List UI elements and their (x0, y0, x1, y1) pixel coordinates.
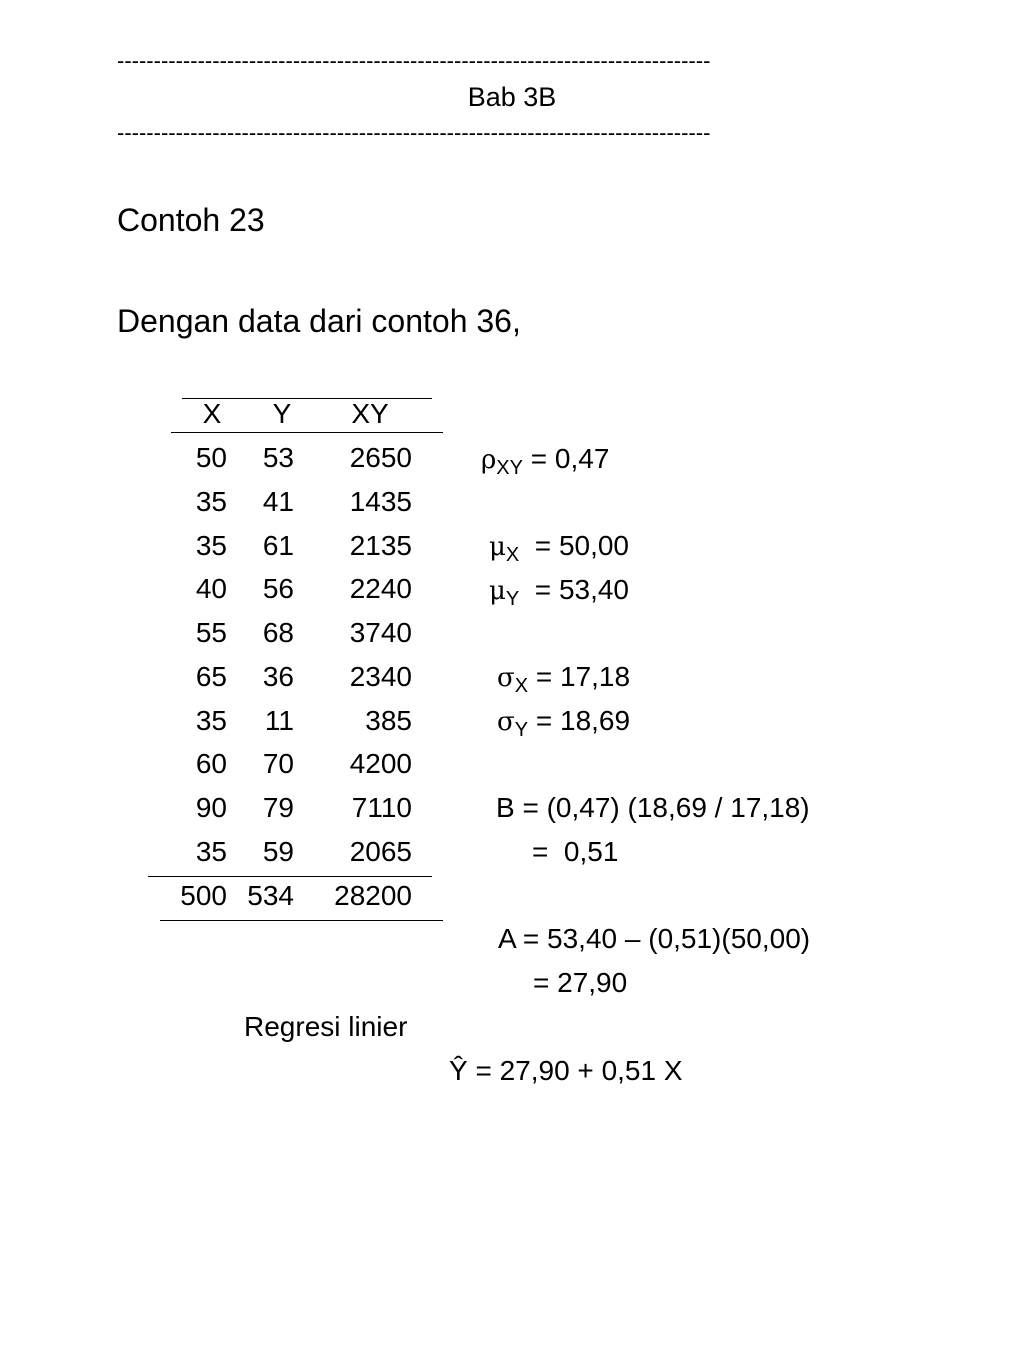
header-bottom-rule (171, 432, 443, 433)
intro-text: Dengan data dari contoh 36, (117, 303, 521, 339)
cell-y: 79 (262, 792, 294, 823)
sigma-symbol: σ (497, 707, 515, 737)
bottom-dash-rule: --------------------------------------------------------------------------------- (117, 122, 711, 144)
cell-y: 11 (264, 705, 294, 736)
mu-symbol: μ (489, 532, 506, 562)
cell-x: 60 (195, 748, 227, 779)
mean-y-stat (489, 574, 629, 615)
rho-symbol: ρ (481, 445, 497, 475)
cell-y: 70 (262, 748, 294, 779)
totals-top-rule (148, 876, 432, 877)
total-x: 500 (180, 880, 227, 911)
mu-y-subscript: Y (505, 588, 520, 610)
cell-xy: 2065 (349, 836, 412, 867)
cell-xy: 385 (365, 705, 412, 736)
chapter-title: Bab 3B (467, 82, 557, 112)
cell-xy: 1435 (349, 486, 412, 517)
mu-x-value: = 50,00 (519, 530, 630, 561)
sd-y-stat (497, 705, 630, 746)
cell-xy: 4200 (349, 748, 412, 779)
cell-x: 55 (195, 617, 227, 648)
intercept-result: = 27,90 (533, 967, 628, 998)
cell-x: 40 (195, 573, 227, 604)
total-y: 534 (247, 880, 294, 911)
cell-xy: 2650 (349, 442, 412, 473)
example-title: Contoh 23 (117, 202, 265, 238)
cell-y: 41 (262, 486, 294, 517)
sd-x-stat (497, 661, 630, 702)
sigma-symbol: σ (497, 663, 515, 693)
cell-x: 35 (195, 530, 227, 561)
mu-symbol: μ (489, 576, 506, 606)
sigma-x-subscript: X (514, 675, 529, 697)
cell-x: 65 (195, 661, 227, 692)
slope-formula: B = (0,47) (18,69 / 17,18) (496, 792, 810, 823)
cell-y: 68 (262, 617, 294, 648)
cell-xy: 2240 (349, 573, 412, 604)
cell-y: 36 (262, 661, 294, 692)
column-header-x: X (202, 398, 222, 429)
column-header-xy: XY (351, 398, 389, 429)
regression-equation: Ŷ = 27,90 + 0,51 X (449, 1055, 683, 1086)
cell-x: 50 (195, 442, 227, 473)
intercept-formula: A = 53,40 – (0,51)(50,00) (498, 923, 811, 954)
cell-y: 53 (262, 442, 294, 473)
correlation-stat (481, 443, 609, 484)
rho-value: = 0,47 (522, 443, 610, 474)
total-xy: 28200 (334, 880, 412, 911)
sigma-x-value: = 17,18 (528, 661, 631, 692)
rho-subscript: XY (496, 457, 523, 479)
cell-x: 35 (195, 486, 227, 517)
cell-x: 35 (195, 836, 227, 867)
regression-label: Regresi linier (244, 1011, 408, 1042)
cell-xy: 2340 (349, 661, 412, 692)
cell-x: 90 (195, 792, 227, 823)
cell-y: 56 (262, 573, 294, 604)
slope-result: = 0,51 (532, 836, 619, 867)
table-bottom-rule (160, 920, 443, 921)
column-header-y: Y (272, 398, 292, 429)
sigma-y-value: = 18,69 (528, 705, 631, 736)
mu-x-subscript: X (505, 544, 520, 566)
top-dash-rule: --------------------------------------------------------------------------------- (117, 50, 711, 72)
mean-x-stat (489, 530, 629, 571)
mu-y-value: = 53,40 (519, 574, 630, 605)
cell-y: 59 (262, 836, 294, 867)
cell-x: 35 (195, 705, 227, 736)
cell-xy: 2135 (349, 530, 412, 561)
cell-xy: 7110 (351, 792, 412, 823)
sigma-y-subscript: Y (514, 719, 529, 741)
cell-y: 61 (262, 530, 294, 561)
cell-xy: 3740 (349, 617, 412, 648)
